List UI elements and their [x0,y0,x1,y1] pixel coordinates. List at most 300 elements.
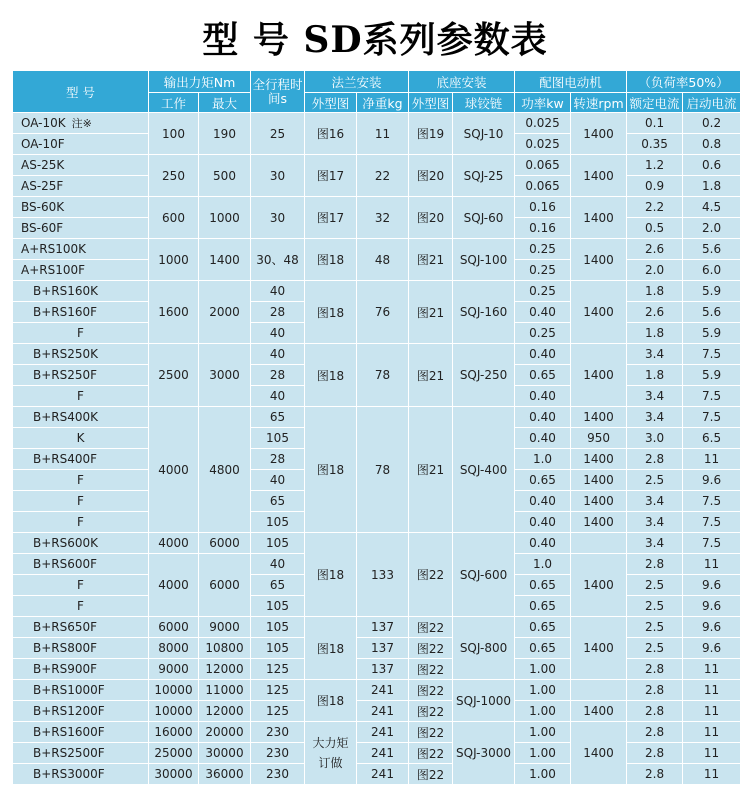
model-cell: B+RS600K [13,533,149,554]
stroke-time-cell: 105 [251,596,305,617]
rated-current-cell: 2.8 [627,764,683,785]
table-row [13,281,741,302]
stroke-time-cell: 40 [251,386,305,407]
stroke-time-cell: 30 [251,155,305,197]
work-torque-cell: 1000 [149,239,199,281]
work-torque-cell: 9000 [149,659,199,680]
stroke-time-cell: 105 [251,512,305,533]
stroke-time-cell: 28 [251,365,305,386]
start-current-cell: 0.2 [683,113,741,134]
start-current-cell: 11 [683,764,741,785]
chain-cell: SQJ-100 [453,239,515,281]
start-current-cell: 7.5 [683,344,741,365]
stroke-time-cell: 230 [251,743,305,764]
chain-cell: SQJ-3000 [453,722,515,785]
start-current-cell: 11 [683,743,741,764]
power-cell: 0.25 [515,239,571,260]
base-fig-cell: 图22 [409,659,453,680]
rated-current-cell: 2.8 [627,701,683,722]
start-current-cell: 9.6 [683,617,741,638]
table-row [13,680,741,701]
stroke-time-cell: 125 [251,659,305,680]
chain-cell: SQJ-25 [453,155,515,197]
start-current-cell: 7.5 [683,407,741,428]
model-cell: B+RS250K [13,344,149,365]
power-cell: 1.00 [515,701,571,722]
max-torque-cell: 4800 [199,407,251,533]
start-current-cell: 9.6 [683,470,741,491]
power-cell: 0.65 [515,470,571,491]
weight-cell: 137 [357,659,409,680]
rated-current-cell: 2.5 [627,638,683,659]
work-torque-cell: 4000 [149,407,199,533]
stroke-time-cell: 105 [251,428,305,449]
max-torque-cell: 20000 [199,722,251,743]
rated-current-cell: 0.5 [627,218,683,239]
stroke-time-cell: 125 [251,680,305,701]
header-speed: 转速rpm [571,93,627,113]
base-fig-cell: 图19 [409,113,453,155]
work-torque-cell: 30000 [149,764,199,785]
weight-cell: 137 [357,638,409,659]
speed-cell: 1400 [571,491,627,512]
start-current-cell: 6.0 [683,260,741,281]
stroke-time-cell: 65 [251,491,305,512]
power-cell: 0.25 [515,323,571,344]
header-work: 工作 [149,93,199,113]
rated-current-cell: 2.6 [627,302,683,323]
speed-cell: 1400 [571,407,627,428]
model-cell: A+RS100K [13,239,149,260]
weight-cell: 241 [357,722,409,743]
weight-cell: 11 [357,113,409,155]
work-torque-cell: 8000 [149,638,199,659]
work-torque-cell: 16000 [149,722,199,743]
rated-current-cell: 1.8 [627,281,683,302]
model-cell: B+RS1600F [13,722,149,743]
model-cell: K [13,428,149,449]
weight-cell: 78 [357,407,409,533]
rated-current-cell: 2.8 [627,680,683,701]
table-row [13,722,741,743]
base-fig-cell: 图22 [409,680,453,701]
table-row [13,659,741,680]
speed-cell [571,680,627,701]
weight-cell: 133 [357,533,409,617]
start-current-cell: 5.9 [683,365,741,386]
max-torque-cell: 36000 [199,764,251,785]
max-torque-cell: 190 [199,113,251,155]
speed-cell: 1400 [571,617,627,680]
model-cell: B+RS160K [13,281,149,302]
weight-cell: 22 [357,155,409,197]
power-cell: 0.65 [515,575,571,596]
speed-cell: 1400 [571,701,627,722]
flange-fig-cell: 图18 [305,239,357,281]
rated-current-cell: 2.5 [627,596,683,617]
base-fig-cell: 图21 [409,344,453,407]
flange-fig-cell: 图18 [305,533,357,617]
stroke-time-cell: 105 [251,617,305,638]
model-cell: B+RS400F [13,449,149,470]
max-torque-cell: 1400 [199,239,251,281]
flange-fig-cell: 图18 [305,617,357,680]
max-torque-cell: 6000 [199,533,251,554]
start-current-cell: 0.8 [683,134,741,155]
power-cell: 0.025 [515,134,571,155]
power-cell: 0.65 [515,617,571,638]
start-current-cell: 7.5 [683,533,741,554]
flange-fig-cell: 图16 [305,113,357,155]
rated-current-cell: 2.6 [627,239,683,260]
start-current-cell: 11 [683,659,741,680]
model-cell: F [13,323,149,344]
rated-current-cell: 0.35 [627,134,683,155]
model-cell: AS-25K [13,155,149,176]
start-current-cell: 5.9 [683,281,741,302]
stroke-time-cell: 30 [251,197,305,239]
weight-cell: 78 [357,344,409,407]
power-cell: 1.00 [515,722,571,743]
rated-current-cell: 2.8 [627,554,683,575]
speed-cell: 1400 [571,512,627,533]
header-torque: 输出力矩Nm [149,71,251,93]
chain-cell: SQJ-250 [453,344,515,407]
model-cell: B+RS2500F [13,743,149,764]
stroke-time-cell: 25 [251,113,305,155]
model-cell: B+RS650F [13,617,149,638]
table-row [13,197,741,218]
model-cell: BS-60F [13,218,149,239]
header-base: 底座安装 [409,71,515,93]
rated-current-cell: 3.4 [627,407,683,428]
flange-fig-cell [305,722,357,785]
start-current-cell: 9.6 [683,596,741,617]
work-torque-cell: 250 [149,155,199,197]
start-current-cell: 7.5 [683,491,741,512]
rated-current-cell: 3.4 [627,533,683,554]
model-cell: B+RS600F [13,554,149,575]
header-model: 型 号 [13,71,149,113]
flange-fig-cell: 图18 [305,281,357,344]
power-cell: 0.40 [515,428,571,449]
start-current-cell: 4.5 [683,197,741,218]
base-fig-cell: 图22 [409,638,453,659]
power-cell: 0.40 [515,344,571,365]
chain-cell: SQJ-160 [453,281,515,344]
speed-cell: 1400 [571,722,627,785]
model-cell: F [13,575,149,596]
rated-current-cell: 3.0 [627,428,683,449]
max-torque-cell: 3000 [199,344,251,407]
flange-fig-cell: 图18 [305,407,357,533]
power-cell: 0.40 [515,512,571,533]
power-cell: 0.40 [515,491,571,512]
start-current-cell: 5.9 [683,323,741,344]
model-cell: F [13,491,149,512]
power-cell: 0.40 [515,407,571,428]
start-current-cell: 7.5 [683,512,741,533]
custom-order-label: 订做 [318,756,343,770]
work-torque-cell: 6000 [149,617,199,638]
rated-current-cell: 2.5 [627,470,683,491]
stroke-time-cell: 230 [251,722,305,743]
note-mark: 注※ [71,117,92,130]
model-cell: B+RS250F [13,365,149,386]
base-fig-cell: 图22 [409,722,453,743]
power-cell: 1.00 [515,764,571,785]
table-row [13,239,741,260]
rated-current-cell: 2.5 [627,617,683,638]
model-cell: B+RS1000F [13,680,149,701]
power-cell: 1.0 [515,449,571,470]
stroke-time-cell: 40 [251,281,305,302]
max-torque-cell: 9000 [199,617,251,638]
work-torque-cell: 10000 [149,701,199,722]
speed-cell: 1400 [571,470,627,491]
start-current-cell: 1.8 [683,176,741,197]
speed-cell: 1400 [571,449,627,470]
start-current-cell: 5.6 [683,239,741,260]
work-torque-cell: 10000 [149,680,199,701]
header-base-fig: 外型图 [409,93,453,113]
base-fig-cell: 图20 [409,197,453,239]
spec-table [12,70,741,785]
base-fig-cell: 图21 [409,407,453,533]
base-fig-cell: 图22 [409,533,453,617]
speed-cell: 950 [571,428,627,449]
flange-fig-cell: 图18 [305,680,357,722]
chain-cell: SQJ-1000 [453,680,515,722]
power-cell: 0.40 [515,533,571,554]
table-row [13,533,741,554]
max-torque-cell: 30000 [199,743,251,764]
model-cell: A+RS100F [13,260,149,281]
header-flange-fig: 外型图 [305,93,357,113]
model-cell: B+RS800F [13,638,149,659]
header-max: 最大 [199,93,251,113]
power-cell: 0.16 [515,197,571,218]
base-fig-cell: 图22 [409,701,453,722]
speed-cell: 1400 [571,239,627,281]
stroke-time-cell: 40 [251,344,305,365]
header-start-current: 启动电流 [683,93,741,113]
work-torque-cell: 25000 [149,743,199,764]
header-flange: 法兰安装 [305,71,409,93]
speed-cell: 1400 [571,197,627,239]
table-body [13,113,741,785]
speed-cell: 1400 [571,113,627,155]
rated-current-cell: 1.8 [627,365,683,386]
chain-cell: SQJ-400 [453,407,515,533]
max-torque-cell: 11000 [199,680,251,701]
header-rated-current: 额定电流 [627,93,683,113]
max-torque-cell: 12000 [199,659,251,680]
header-power: 功率kw [515,93,571,113]
stroke-time-cell: 65 [251,575,305,596]
start-current-cell: 11 [683,680,741,701]
table-row [13,344,741,365]
rated-current-cell: 2.0 [627,260,683,281]
rated-current-cell: 2.8 [627,722,683,743]
power-cell: 0.25 [515,260,571,281]
work-torque-cell: 4000 [149,554,199,617]
start-current-cell: 6.5 [683,428,741,449]
power-cell: 1.0 [515,554,571,575]
stroke-time-cell: 125 [251,701,305,722]
flange-fig-cell: 图17 [305,155,357,197]
work-torque-cell: 2500 [149,344,199,407]
model-cell: OA-10K 注※ [13,113,149,134]
chain-cell: SQJ-800 [453,617,515,680]
chain-cell: SQJ-600 [453,533,515,617]
power-cell: 0.40 [515,302,571,323]
start-current-cell: 11 [683,722,741,743]
power-cell: 0.65 [515,365,571,386]
model-cell: F [13,386,149,407]
start-current-cell: 5.6 [683,302,741,323]
model-cell: AS-25F [13,176,149,197]
model-cell: B+RS400K [13,407,149,428]
header-chain: 球铰链 [453,93,515,113]
stroke-time-cell: 40 [251,470,305,491]
model-cell: B+RS1200F [13,701,149,722]
start-current-cell: 11 [683,554,741,575]
power-cell: 0.25 [515,281,571,302]
table-row [13,638,741,659]
rated-current-cell: 2.8 [627,659,683,680]
model-cell: B+RS900F [13,659,149,680]
work-torque-cell: 4000 [149,533,199,554]
work-torque-cell: 600 [149,197,199,239]
flange-fig-cell: 图17 [305,197,357,239]
page-title: 型 号 SD系列参数表 [202,19,548,61]
rated-current-cell: 3.4 [627,386,683,407]
power-cell: 0.16 [515,218,571,239]
model-cell: B+RS3000F [13,764,149,785]
max-torque-cell: 500 [199,155,251,197]
start-current-cell: 11 [683,701,741,722]
table-row [13,764,741,785]
max-torque-cell: 10800 [199,638,251,659]
base-fig-cell: 图22 [409,743,453,764]
stroke-time-cell: 30、48 [251,239,305,281]
power-cell: 1.00 [515,659,571,680]
max-torque-cell: 1000 [199,197,251,239]
speed-cell: 1400 [571,281,627,344]
weight-cell: 241 [357,680,409,701]
rated-current-cell: 2.5 [627,575,683,596]
power-cell: 0.40 [515,386,571,407]
table-row [13,155,741,176]
stroke-time-cell: 40 [251,554,305,575]
table-row [13,113,741,134]
rated-current-cell: 2.2 [627,197,683,218]
max-torque-cell: 12000 [199,701,251,722]
start-current-cell: 11 [683,449,741,470]
weight-cell: 76 [357,281,409,344]
speed-cell: 1400 [571,155,627,197]
start-current-cell: 7.5 [683,386,741,407]
start-current-cell: 9.6 [683,638,741,659]
power-cell: 0.65 [515,596,571,617]
model-cell: F [13,470,149,491]
speed-cell: 1400 [571,344,627,407]
start-current-cell: 0.6 [683,155,741,176]
rated-current-cell: 1.8 [627,323,683,344]
header-duty: （负荷率50%） [627,71,741,93]
base-fig-cell: 图21 [409,281,453,344]
power-cell: 1.00 [515,680,571,701]
table-row [13,701,741,722]
header-motor: 配图电动机 [515,71,627,93]
base-fig-cell: 图21 [409,239,453,281]
rated-current-cell: 2.8 [627,449,683,470]
max-torque-cell: 6000 [199,554,251,617]
weight-cell: 32 [357,197,409,239]
weight-cell: 241 [357,743,409,764]
header-weight: 净重kg [357,93,409,113]
model-cell: OA-10F [13,134,149,155]
model-cell: F [13,596,149,617]
max-torque-cell: 2000 [199,281,251,344]
rated-current-cell: 3.4 [627,344,683,365]
stroke-time-cell: 28 [251,302,305,323]
rated-current-cell: 3.4 [627,512,683,533]
stroke-time-cell: 28 [251,449,305,470]
stroke-time-cell: 105 [251,533,305,554]
stroke-time-cell: 105 [251,638,305,659]
header-stroke: 全行程时间s [251,71,305,113]
model-cell: F [13,512,149,533]
weight-cell: 241 [357,701,409,722]
power-cell: 1.00 [515,743,571,764]
speed-cell [571,533,627,554]
model-cell: B+RS160F [13,302,149,323]
stroke-time-cell: 65 [251,407,305,428]
stroke-time-cell: 40 [251,323,305,344]
start-current-cell: 9.6 [683,575,741,596]
weight-cell: 137 [357,617,409,638]
power-cell: 0.65 [515,638,571,659]
start-current-cell: 2.0 [683,218,741,239]
work-torque-cell: 1600 [149,281,199,344]
base-fig-cell: 图20 [409,155,453,197]
table-row [13,407,741,428]
rated-current-cell: 3.4 [627,491,683,512]
model-cell: BS-60K [13,197,149,218]
weight-cell: 48 [357,239,409,281]
weight-cell: 241 [357,764,409,785]
table-row [13,617,741,638]
work-torque-cell: 100 [149,113,199,155]
base-fig-cell: 图22 [409,764,453,785]
base-fig-cell: 图22 [409,617,453,638]
power-cell: 0.065 [515,176,571,197]
rated-current-cell: 1.2 [627,155,683,176]
power-cell: 0.065 [515,155,571,176]
custom-order-label: 大力矩 [312,736,349,750]
stroke-time-cell: 230 [251,764,305,785]
chain-cell: SQJ-10 [453,113,515,155]
rated-current-cell: 0.1 [627,113,683,134]
table-row [13,743,741,764]
rated-current-cell: 2.8 [627,743,683,764]
rated-current-cell: 0.9 [627,176,683,197]
speed-cell: 1400 [571,554,627,617]
flange-fig-cell: 图18 [305,344,357,407]
power-cell: 0.025 [515,113,571,134]
